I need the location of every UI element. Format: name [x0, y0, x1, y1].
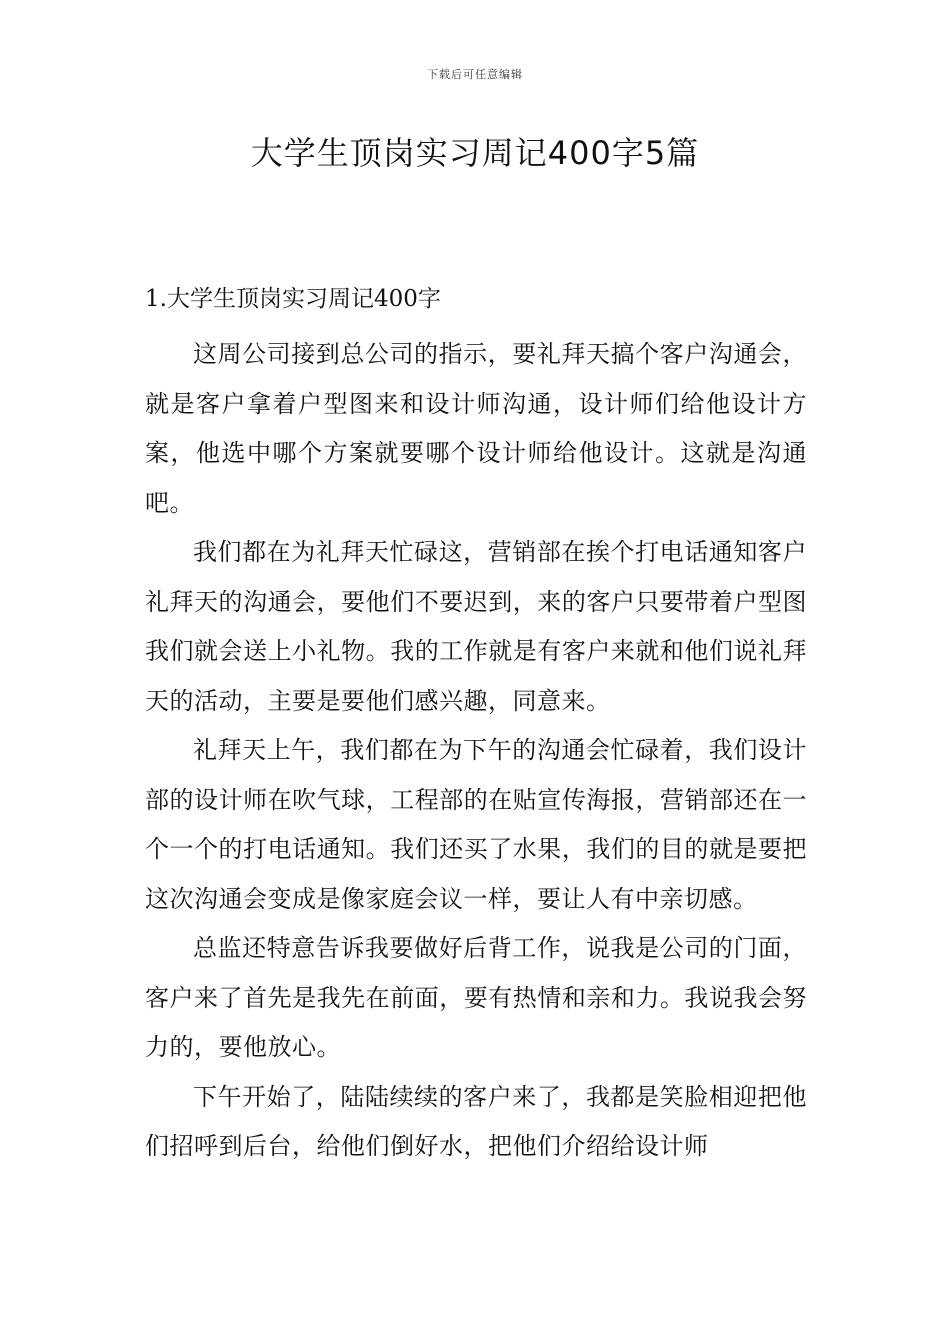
header-note: 下载后可任意编辑 [427, 68, 523, 81]
paragraph: 礼拜天上午，我们都在为下午的沟通会忙碌着，我们设计部的设计师在吹气球，工程部的在贴宣传海报，营销部还在一个一个的打电话通知。我们还买了水果，我们的目的就是要把这次沟通会变成是像家庭会议一样，要让人有中亲切感。 [145, 736, 807, 913]
paragraph: 我们都在为礼拜天忙碌这，营销部在挨个打电话通知客户礼拜天的沟通会，要他们不要迟到，来的客户只要带着户型图我们就会送上小礼物。我的工作就是有客户来就和他们说礼拜天的活动，主要是要他们感兴趣，同意来。 [145, 538, 807, 715]
document-body [145, 280, 807, 1172]
paragraph: 下午开始了，陆陆续续的客户来了，我都是笑脸相迎把他们招呼到后台，给他们倒好水，把他们介绍给设计师 [145, 1082, 807, 1160]
section-heading: 1.大学生顶岗实习周记400字 [145, 286, 441, 312]
paragraph: 总监还特意告诉我要做好后背工作，说我是公司的门面，客户来了首先是我先在前面，要有热情和亲和力。我说我会努力的，要他放心。 [145, 934, 807, 1061]
paragraph: 这周公司接到总公司的指示，要礼拜天搞个客户沟通会，就是客户拿着户型图来和设计师沟通，设计师们给他设计方案，他选中哪个方案就要哪个设计师给他设计。这就是沟通吧。 [145, 340, 807, 517]
document-title: 大学生顶岗实习周记400字5篇 [250, 134, 700, 172]
